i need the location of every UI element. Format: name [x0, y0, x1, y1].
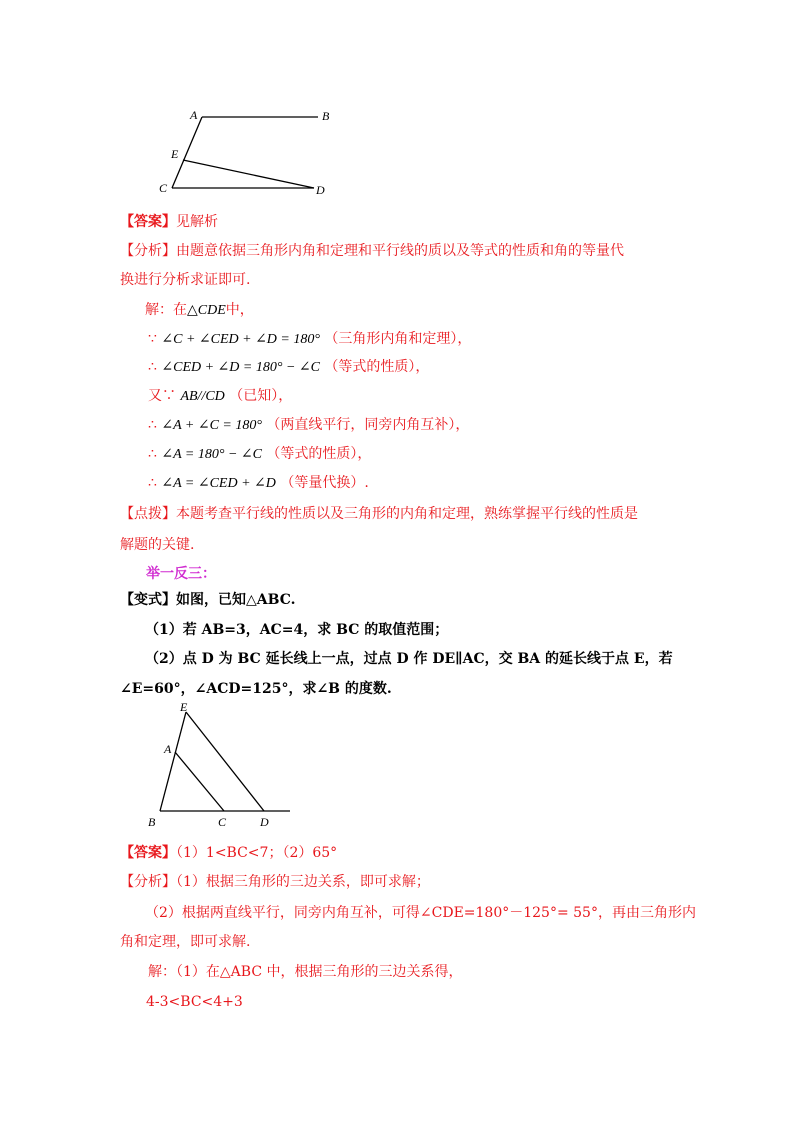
answer-tag: 【答案】	[120, 214, 176, 230]
practice-heading-text: 举一反三：	[146, 566, 216, 582]
step-2-reason: （等式的性质），	[324, 359, 430, 375]
proof-step-1	[148, 329, 708, 350]
solution-intro	[145, 300, 705, 321]
solution-prefix: 解：在	[145, 302, 187, 318]
question-1	[145, 620, 705, 640]
therefore-symbol: ∴	[148, 359, 157, 375]
therefore-symbol: ∴	[148, 475, 157, 491]
therefore-symbol: ∴	[148, 446, 157, 462]
answer-text: （1）1<BC<7；（2）65°	[176, 845, 338, 861]
proof-step-3	[148, 386, 708, 407]
tip-line-2	[120, 535, 680, 555]
analysis-line-2	[120, 270, 680, 290]
answer-tag: 【答案】	[120, 845, 176, 861]
tip-text: 本题考查平行线的性质以及三角形的内角和定理，熟练掌握平行线的性质是	[176, 506, 638, 522]
inequality-line	[146, 992, 706, 1012]
label-c: C	[218, 815, 227, 829]
step-5-math: ∠A = 180° − ∠C	[161, 447, 262, 462]
solution-line-2	[148, 962, 708, 982]
question-2-line-2	[120, 679, 680, 699]
because-symbol: ∵	[148, 331, 157, 347]
answer-line-2	[120, 843, 680, 863]
figure-triangle-svg	[140, 700, 310, 830]
segment-ac	[175, 752, 224, 811]
step-3-math: AB//CD	[180, 389, 225, 404]
segment-ed	[183, 160, 314, 188]
analysis-text-part2: （2）根据两直线平行，同旁内角互补，可得∠CDE=180°－125°= 55°，再由三角形内	[145, 905, 696, 921]
proof-step-2	[148, 357, 708, 378]
therefore-symbol: ∴	[148, 417, 157, 433]
question-2-text: （2）点 D 为 BC 延长线上一点，过点 D 作 DE∥AC，交 BA 的延长线于点 E，若	[145, 651, 673, 667]
proof-step-6	[148, 473, 708, 494]
step-3-reason: （已知），	[229, 388, 293, 404]
label-b: B	[322, 109, 330, 123]
step-1-reason: （三角形内角和定理），	[324, 331, 472, 347]
solution-suffix: 中，	[225, 302, 254, 318]
analysis-text: 由题意依据三角形内角和定理和平行线的质以及等式的性质和角的等量代	[176, 243, 624, 259]
step-4-reason: （两直线平行，同旁内角互补），	[266, 417, 470, 433]
variant-tag: 【变式】	[120, 592, 176, 608]
practice-heading	[146, 564, 706, 584]
analysis-tag: 【分析】	[120, 874, 176, 890]
label-a: A	[164, 742, 172, 756]
variant-text: 如图，已知△ABC.	[176, 592, 296, 608]
analysis-text-cont: 换进行分析求证即可.	[120, 272, 251, 288]
question-1-text: （1）若 AB=3，AC=4，求 BC 的取值范围；	[145, 622, 449, 638]
figure-parallel-lines-svg	[150, 100, 350, 200]
step-4-math: ∠A + ∠C = 180°	[161, 418, 262, 433]
label-a: A	[190, 108, 198, 122]
analysis-line-5	[120, 932, 680, 952]
answer-line-1	[120, 212, 680, 232]
proof-step-4	[148, 415, 708, 436]
segment-ed	[186, 712, 264, 811]
answer-text: 见解析	[176, 214, 218, 230]
analysis-tag: 【分析】	[120, 243, 176, 259]
analysis-text: （1）根据三角形的三边关系，即可求解；	[176, 874, 430, 890]
tip-text-cont: 解题的关键.	[120, 537, 195, 553]
solution-text: 解：（1）在△ABC 中，根据三角形的三边关系得，	[148, 964, 463, 980]
analysis-text-part2-cont: 角和定理，即可求解.	[120, 934, 251, 950]
analysis-line-3	[120, 872, 680, 892]
analysis-line-1	[120, 241, 680, 261]
solution-triangle: △CDE	[187, 303, 226, 318]
variant-line	[120, 590, 680, 610]
inequality-text: 4-3<BC<4+3	[146, 994, 243, 1010]
step-1-math: ∠C + ∠CED + ∠D = 180°	[161, 332, 320, 347]
label-d: D	[316, 183, 325, 197]
figure-parallel-lines	[150, 100, 350, 200]
step-2-math: ∠CED + ∠D = 180° − ∠C	[161, 360, 320, 375]
label-b: B	[148, 815, 156, 829]
question-2-text-cont: ∠E=60°，∠ACD=125°，求∠B 的度数.	[120, 681, 392, 697]
label-e: E	[171, 147, 179, 161]
tip-line-1	[120, 504, 680, 524]
step-5-reason: （等式的性质），	[266, 446, 372, 462]
also-because-symbol: 又∵	[148, 388, 176, 404]
analysis-line-4	[145, 903, 705, 923]
proof-step-5	[148, 444, 708, 465]
step-6-math: ∠A = ∠CED + ∠D	[161, 476, 276, 491]
question-2-line-1	[145, 649, 705, 669]
label-c: C	[159, 181, 168, 195]
label-e: E	[180, 700, 188, 714]
figure-triangle	[140, 700, 310, 830]
label-d: D	[260, 815, 269, 829]
step-6-reason: （等量代换）.	[280, 475, 369, 491]
tip-tag: 【点拨】	[120, 506, 176, 522]
